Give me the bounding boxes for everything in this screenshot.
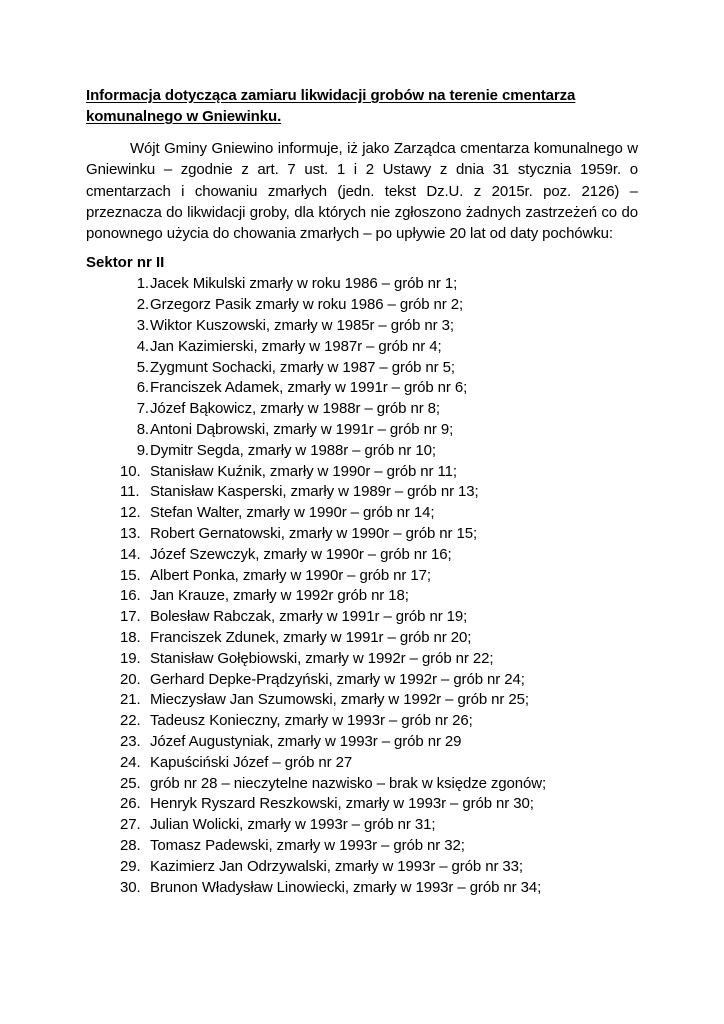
list-item-text: Franciszek Zdunek, zmarły w 1991r – grób nr 20; [150, 629, 472, 647]
list-item [86, 358, 638, 379]
list-item-number: 8. [136, 421, 149, 439]
list-item-number: 1. [136, 275, 149, 293]
list-item [86, 857, 638, 878]
list-item-number: 17. [120, 608, 141, 626]
list-item-text: Stefan Walter, zmarły w 1990r – grób nr 14; [150, 504, 435, 522]
list-item [86, 711, 638, 732]
list-item-text: Antoni Dąbrowski, zmarły w 1991r – grób nr 9; [150, 421, 454, 439]
list-item-number: 3. [136, 317, 149, 335]
list-item-text: Jan Krauze, zmarły w 1992r grób nr 18; [150, 587, 409, 605]
list-item-number: 23. [120, 733, 141, 751]
list-item-number: 18. [120, 629, 141, 647]
list-item-number: 2. [136, 296, 149, 314]
list-item-number: 25. [120, 774, 141, 792]
list-item-number: 7. [136, 400, 149, 418]
list-item [86, 545, 638, 566]
list-item [86, 295, 638, 316]
document-title-period: . [277, 108, 282, 125]
list-item [86, 566, 638, 587]
list-item [86, 753, 638, 774]
list-item-text: Mieczysław Jan Szumowski, zmarły w 1992r – grób nr 25; [150, 691, 529, 709]
list-item [86, 274, 638, 295]
list-item [86, 316, 638, 337]
list-item [86, 794, 638, 815]
list-item [86, 482, 638, 503]
list-item-text: Bolesław Rabczak, zmarły w 1991r – grób nr 19; [150, 608, 468, 626]
list-item-text: Franciszek Adamek, zmarły w 1991r – grób nr 6; [150, 379, 468, 397]
list-item-number: 12. [120, 504, 141, 522]
list-item-number: 13. [120, 525, 141, 543]
list-item-text: Gerhard Depke-Prądzyński, zmarły w 1992r – grób nr 24; [150, 670, 525, 688]
list-item-number: 28. [120, 837, 141, 854]
list-item-text: Julian Wolicki, zmarły w 1993r – grób nr 31; [150, 816, 436, 834]
list-item-number: 27. [120, 816, 141, 834]
list-item-number: 24. [120, 753, 141, 771]
list-item [86, 378, 638, 399]
list-item-text: Grzegorz Pasik zmarły w roku 1986 – grób nr 2; [150, 296, 464, 314]
list-item [86, 815, 638, 836]
list-item-number: 19. [120, 649, 141, 667]
list-item-text: Józef Szewczyk, zmarły w 1990r – grób nr 16; [150, 545, 452, 563]
list-item [86, 337, 638, 358]
list-item-number: 26. [120, 795, 141, 813]
list-item [86, 607, 638, 628]
list-item [86, 524, 638, 545]
list-item [86, 399, 638, 420]
list-item [86, 503, 638, 524]
sector-heading: Sektor nr II [86, 254, 165, 272]
list-item [86, 774, 638, 795]
list-item [86, 462, 638, 483]
list-item-number: 6. [136, 379, 149, 397]
list-item [86, 878, 638, 899]
list-item-text: Wiktor Kuszowski, zmarły w 1985r – grób nr 3; [150, 317, 454, 335]
list-item-number: 9. [136, 441, 149, 459]
list-item-text: Józef Augustyniak, zmarły w 1993r – grób nr 29 [150, 733, 462, 751]
list-item-text: Tomasz Padewski, zmarły w 1993r – grób nr 32; [150, 837, 465, 854]
list-item [86, 586, 638, 607]
list-item [86, 732, 638, 753]
document-page [86, 85, 638, 898]
list-item [86, 836, 638, 857]
list-item-text: Stanisław Kuźnik, zmarły w 1990r – grób nr 11; [150, 462, 457, 480]
list-item-text: Albert Ponka, zmarły w 1990r – grób nr 17; [150, 566, 431, 584]
list-item-text: Zygmunt Sochacki, zmarły w 1987 – grób nr 5; [150, 358, 455, 376]
list-item-number: 29. [120, 857, 141, 875]
list-item-text: grób nr 28 – nieczytelne nazwisko – brak w księdze zgonów; [150, 774, 547, 792]
list-item-text: Kazimierz Jan Odrzywalski, zmarły w 1993r – grób nr 33; [150, 857, 523, 875]
list-item-text: Stanisław Gołębiowski, zmarły w 1992r – grób nr 22; [150, 649, 494, 667]
list-item [86, 670, 638, 691]
list-item-number: 15. [120, 566, 141, 584]
list-item-number: 14. [120, 545, 141, 563]
list-item-number: 22. [120, 712, 141, 730]
list-item-text: Henryk Ryszard Reszkowski, zmarły w 1993r – grób nr 30; [150, 795, 534, 813]
list-item-number: 11. [120, 483, 140, 501]
list-item-text: Jacek Mikulski zmarły w roku 1986 – grób nr 1; [150, 275, 458, 293]
list-item [86, 649, 638, 670]
document-title-text: Informacja dotycząca zamiaru likwidacji grobów na terenie cmentarza komunalnego w Gniewinku [86, 87, 576, 125]
list-item-text: Tadeusz Konieczny, zmarły w 1993r – grób nr 26; [150, 712, 473, 730]
list-item-number: 5. [136, 358, 149, 376]
list-item-number: 10. [120, 462, 141, 480]
document-title [86, 85, 638, 127]
list-item-text: Stanisław Kasperski, zmarły w 1989r – grób nr 13; [150, 483, 479, 501]
list-item-number: 30. [120, 878, 141, 896]
list-item-number: 4. [136, 337, 149, 355]
list-item [86, 628, 638, 649]
list-item-text: Dymitr Segda, zmarły w 1988r – grób nr 10; [150, 441, 436, 459]
list-item-text: Brunon Władysław Linowiecki, zmarły w 1993r – grób nr 34; [150, 878, 542, 896]
list-item-text: Kapuściński Józef – grób nr 27 [150, 753, 353, 771]
list-item-text: Jan Kazimierski, zmarły w 1987r – grób nr 4; [150, 337, 442, 355]
list-item [86, 420, 638, 441]
list-item-number: 16. [120, 587, 141, 605]
list-item-text: Józef Bąkowicz, zmarły w 1988r – grób nr 8; [150, 400, 440, 418]
list-item [86, 690, 638, 711]
list-item [86, 441, 638, 462]
intro-paragraph: Wójt Gminy Gniewino informuje, iż jako Zarządca cmentarza komunalnego w Gniewinku – zgodnie z art. 7 ust. 1 i 2 Ustawy z dnia 31 stycznia 1959r. o cmentarzach i chowaniu zmarłych (jedn. tekst Dz.U. z 2015r. poz. 2126) – przeznacza do likwidacji groby, dla których nie zgłoszono żadnych zastrzeżeń co do ponownego użycia do chowania zmarłych – po upływie 20 lat od daty pochówku: [86, 140, 638, 243]
list-item-number: 21. [120, 691, 141, 709]
grave-list [86, 274, 638, 898]
list-item-number: 20. [120, 670, 141, 688]
list-item-text: Robert Gernatowski, zmarły w 1990r – grób nr 15; [150, 525, 478, 543]
